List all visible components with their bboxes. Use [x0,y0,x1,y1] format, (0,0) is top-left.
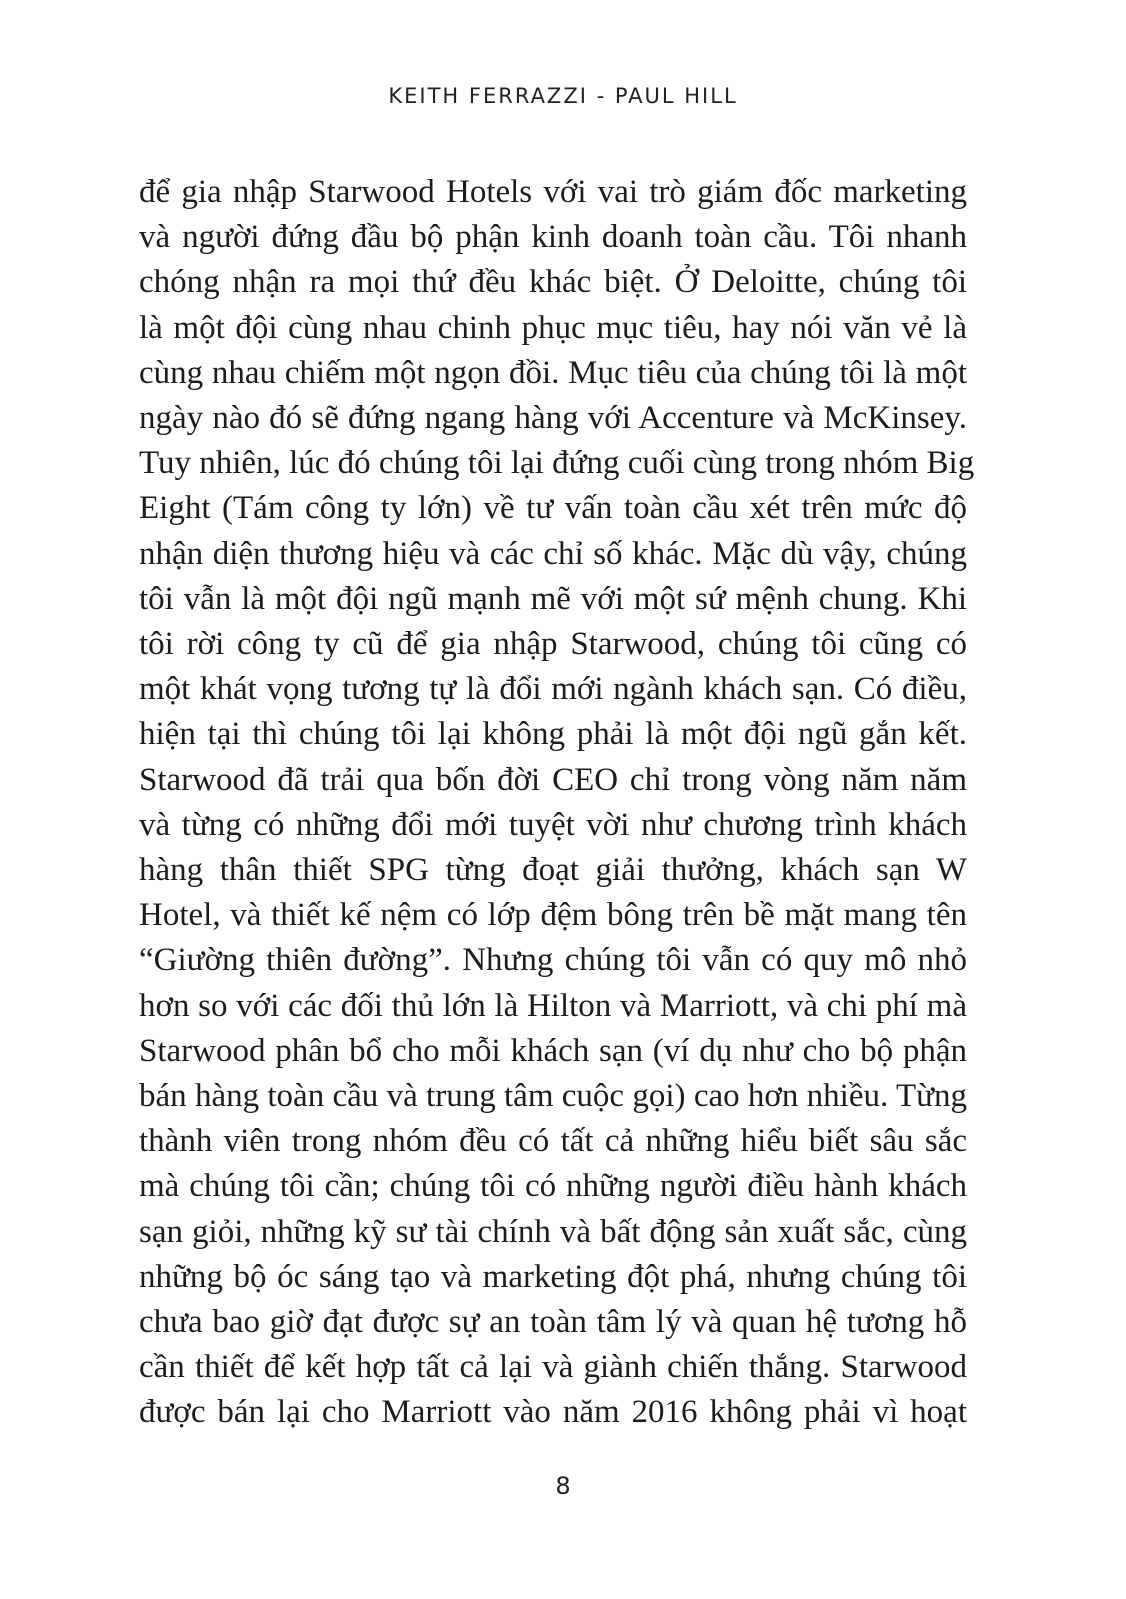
text-line: mà chúng tôi cần; chúng tôi có những người điều hành khách [139,1168,967,1205]
text-line: Hotel, và thiết kế nệm có lớp đệm bông trên bề mặt mang tên [139,897,967,934]
text-line: hiện tại thì chúng tôi lại không phải là một đội ngũ gắn kết. [139,716,967,753]
text-line: cùng nhau chiếm một ngọn đồi. Mục tiêu của chúng tôi là một [139,354,967,391]
text-line: hơn so với các đối thủ lớn là Hilton và Marriott, và chi phí mà [139,987,967,1024]
text-line: để gia nhập Starwood Hotels với vai trò giám đốc marketing [139,174,967,210]
text-line: là một đội cùng nhau chinh phục mục tiêu, hay nói văn vẻ là [139,309,967,346]
text-line: Tuy nhiên, lúc đó chúng tôi lại đứng cuối cùng trong nhóm Big [139,445,975,482]
text-line: tôi vẫn là một đội ngũ mạnh mẽ với một sứ mệnh chung. Khi [139,580,967,617]
body-paragraph [139,170,975,1436]
running-header: KEITH FERRAZZI - PAUL HILL [388,84,738,108]
text-line: bán hàng toàn cầu và trung tâm cuộc gọi) cao hơn nhiều. Từng [139,1078,967,1115]
text-line: hàng thân thiết SPG từng đoạt giải thưởng, khách sạn W [139,852,967,889]
text-line: ngày nào đó sẽ đứng ngang hàng với Accenture và McKinsey. [139,400,967,437]
text-line: thành viên trong nhóm đều có tất cả những hiểu biết sâu sắc [139,1123,967,1160]
text-line: tôi rời công ty cũ để gia nhập Starwood, chúng tôi cũng có [139,626,967,663]
text-line: và từng có những đổi mới tuyệt vời như chương trình khách [139,806,967,843]
text-line: Starwood phân bổ cho mỗi khách sạn (ví dụ như cho bộ phận [139,1032,967,1069]
text-line: “Giường thiên đường”. Nhưng chúng tôi vẫn có quy mô nhỏ [139,942,967,979]
text-line: sạn giỏi, những kỹ sư tài chính và bất động sản xuất sắc, cùng [139,1213,967,1250]
text-line: và người đứng đầu bộ phận kinh doanh toàn cầu. Tôi nhanh [139,219,967,256]
text-line: chóng nhận ra mọi thứ đều khác biệt. Ở Deloitte, chúng tôi [139,264,967,301]
text-line: một khát vọng tương tự là đổi mới ngành khách sạn. Có điều, [139,671,967,708]
text-line: những bộ óc sáng tạo và marketing đột phá, nhưng chúng tôi [139,1258,967,1295]
page-number: 8 [555,1472,571,1500]
text-line: Eight (Tám công ty lớn) về tư vấn toàn cầu xét trên mức độ [139,490,967,527]
text-line: cần thiết để kết hợp tất cả lại và giành chiến thắng. Starwood [139,1349,967,1386]
text-line: được bán lại cho Marriott vào năm 2016 không phải vì hoạt [139,1394,967,1431]
text-line: Starwood đã trải qua bốn đời CEO chỉ trong vòng năm năm [139,761,967,798]
text-line: chưa bao giờ đạt được sự an toàn tâm lý và quan hệ tương hỗ [139,1304,967,1341]
text-line: nhận diện thương hiệu và các chỉ số khác. Mặc dù vậy, chúng [139,535,967,572]
